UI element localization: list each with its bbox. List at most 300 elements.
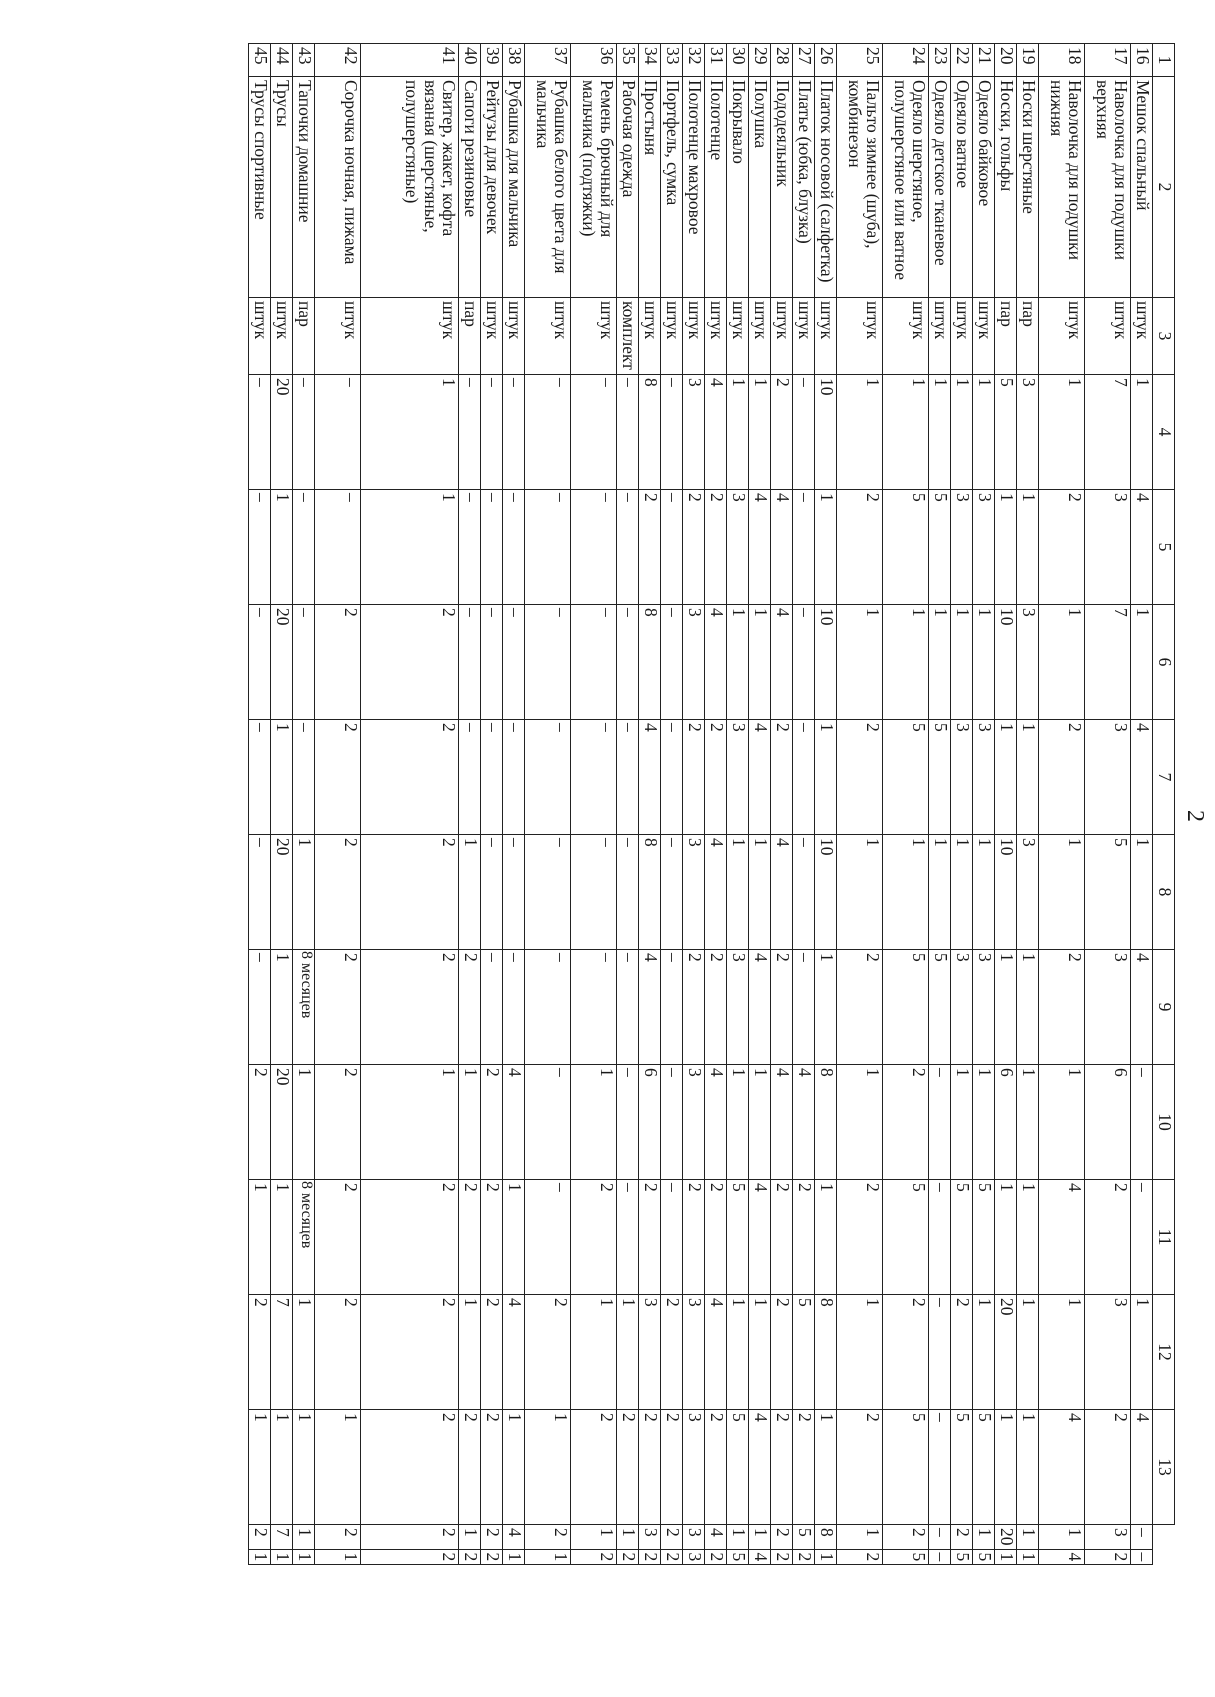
table-row <box>639 44 661 1565</box>
table-row <box>815 44 837 1565</box>
item-name: Трусы спортивные <box>249 77 271 298</box>
value-cell: 4 <box>749 1180 771 1295</box>
value-cell: 1 <box>749 605 771 720</box>
value-cell: 1 <box>973 1065 995 1180</box>
column-header: 2 <box>1153 77 1175 298</box>
value-cell: 8 <box>639 835 661 950</box>
value-cell: 1 <box>503 1180 525 1295</box>
value-cell: 1 <box>361 1065 459 1180</box>
value-cell: 2 <box>617 1549 639 1565</box>
value-cell: 3 <box>1017 605 1039 720</box>
table-row <box>995 44 1017 1565</box>
value-cell: 2 <box>661 1525 683 1550</box>
item-name: Одеяло байковое <box>973 77 995 298</box>
unit-cell: штук <box>315 298 361 375</box>
value-cell: 10 <box>995 605 1017 720</box>
value-cell: 2 <box>315 1065 361 1180</box>
value-cell: 2 <box>249 1295 271 1410</box>
value-cell: 1 <box>1039 1065 1085 1180</box>
value-cell: 1 <box>973 1295 995 1410</box>
value-cell: 2 <box>1039 950 1085 1065</box>
value-cell: 4 <box>749 720 771 835</box>
value-cell: 4 <box>771 835 793 950</box>
value-cell: 4 <box>1131 1410 1153 1525</box>
table-row <box>661 44 683 1565</box>
value-cell: 1 <box>1039 835 1085 950</box>
table-row <box>525 44 571 1565</box>
value-cell: 3 <box>683 1065 705 1180</box>
item-name: Покрывало <box>727 77 749 298</box>
table-row <box>1039 44 1085 1565</box>
rotated-page <box>117 40 1215 1656</box>
value-cell: 1 <box>315 1410 361 1525</box>
value-cell: 2 <box>315 605 361 720</box>
table-header-row <box>1153 44 1175 1565</box>
value-cell: 4 <box>771 490 793 605</box>
value-cell: 3 <box>1017 835 1039 950</box>
row-number: 36 <box>571 44 617 77</box>
value-cell: 1 <box>815 1180 837 1295</box>
table-row <box>1085 44 1131 1565</box>
row-number: 24 <box>883 44 929 77</box>
item-name: Платье (юбка, блузка) <box>793 77 815 298</box>
value-cell: 1 <box>571 1295 617 1410</box>
unit-cell: штук <box>883 298 929 375</box>
value-cell: 1 <box>815 950 837 1065</box>
value-cell: – <box>503 720 525 835</box>
table-row <box>503 44 525 1565</box>
item-name: Сорочка ночная, пижама <box>315 77 361 298</box>
value-cell: 7 <box>271 1295 293 1410</box>
value-cell: 1 <box>727 1525 749 1550</box>
value-cell: – <box>315 375 361 490</box>
item-name: Портфель, сумка <box>661 77 683 298</box>
value-cell: 1 <box>617 1295 639 1410</box>
row-number: 41 <box>361 44 459 77</box>
value-cell: – <box>481 835 503 950</box>
value-cell: 5 <box>727 1180 749 1295</box>
value-cell: – <box>249 375 271 490</box>
value-cell: 6 <box>639 1065 661 1180</box>
value-cell: 1 <box>617 1525 639 1550</box>
value-cell: – <box>661 490 683 605</box>
value-cell: 1 <box>727 1295 749 1410</box>
value-cell: 3 <box>683 1410 705 1525</box>
value-cell: – <box>503 605 525 720</box>
value-cell: 1 <box>459 1295 481 1410</box>
value-cell: 5 <box>883 950 929 1065</box>
row-number: 44 <box>271 44 293 77</box>
value-cell: 1 <box>995 1180 1017 1295</box>
column-header: 5 <box>1153 490 1175 605</box>
row-number: 29 <box>749 44 771 77</box>
row-number: 35 <box>617 44 639 77</box>
value-cell: 1 <box>951 375 973 490</box>
value-cell: – <box>571 605 617 720</box>
unit-cell: штук <box>793 298 815 375</box>
value-cell: 1 <box>271 1410 293 1525</box>
unit-cell: штук <box>973 298 995 375</box>
value-cell: 3 <box>683 1295 705 1410</box>
value-cell: 10 <box>815 375 837 490</box>
item-name: Рубашка для мальчика <box>503 77 525 298</box>
value-cell: – <box>571 835 617 950</box>
value-cell: 1 <box>315 1549 361 1565</box>
value-cell: 2 <box>361 1549 459 1565</box>
value-cell: – <box>481 950 503 1065</box>
value-cell: 1 <box>1017 1410 1039 1525</box>
value-cell: 1 <box>815 1410 837 1525</box>
value-cell: 1 <box>727 835 749 950</box>
value-cell: 2 <box>639 1410 661 1525</box>
value-cell: – <box>525 375 571 490</box>
value-cell: – <box>571 950 617 1065</box>
item-name: Одеяло детское тканевое <box>929 77 951 298</box>
value-cell: 1 <box>749 1065 771 1180</box>
value-cell: 2 <box>705 950 727 1065</box>
value-cell: 5 <box>883 1180 929 1295</box>
value-cell: 1 <box>995 1549 1017 1565</box>
value-cell: 1 <box>1131 605 1153 720</box>
item-name: Носки шерстяные <box>1017 77 1039 298</box>
value-cell: 4 <box>749 1549 771 1565</box>
value-cell: – <box>525 490 571 605</box>
value-cell: 1 <box>929 835 951 950</box>
value-cell: 2 <box>1085 1180 1131 1295</box>
value-cell: 3 <box>639 1525 661 1550</box>
value-cell: 1 <box>459 1525 481 1550</box>
unit-cell: штук <box>749 298 771 375</box>
value-cell: – <box>661 1180 683 1295</box>
item-name: Рейтузы для девочек <box>481 77 503 298</box>
column-header: 12 <box>1153 1295 1175 1410</box>
value-cell: 2 <box>315 950 361 1065</box>
value-cell: 1 <box>973 835 995 950</box>
value-cell: 1 <box>293 1525 315 1550</box>
table-body <box>249 44 1175 1565</box>
row-number: 20 <box>995 44 1017 77</box>
item-name: Тапочки домашние <box>293 77 315 298</box>
value-cell: 2 <box>1039 490 1085 605</box>
value-cell: 2 <box>315 720 361 835</box>
unit-cell: комплект <box>617 298 639 375</box>
value-cell: 2 <box>661 1295 683 1410</box>
value-cell: 3 <box>1085 720 1131 835</box>
value-cell: – <box>793 605 815 720</box>
value-cell: 3 <box>727 720 749 835</box>
value-cell: 4 <box>705 1295 727 1410</box>
value-cell: 2 <box>639 490 661 605</box>
unit-cell: штук <box>571 298 617 375</box>
item-name: Свитер, жакет, кофта вязаная (шерстяные, полушерстяные) <box>361 77 459 298</box>
value-cell: 3 <box>1017 375 1039 490</box>
value-cell: – <box>571 720 617 835</box>
value-cell: 1 <box>837 1525 883 1550</box>
value-cell: 4 <box>705 1525 727 1550</box>
value-cell: – <box>661 1065 683 1180</box>
value-cell: – <box>617 1065 639 1180</box>
value-cell: 2 <box>883 1525 929 1550</box>
value-cell: 1 <box>571 1525 617 1550</box>
value-cell: 1 <box>1039 1525 1085 1550</box>
value-cell: 1 <box>995 490 1017 605</box>
value-cell: 1 <box>837 1065 883 1180</box>
value-cell: 2 <box>771 720 793 835</box>
column-header: 6 <box>1153 605 1175 720</box>
unit-cell: штук <box>249 298 271 375</box>
value-cell: 20 <box>271 1065 293 1180</box>
value-cell: 1 <box>973 375 995 490</box>
value-cell: – <box>929 1065 951 1180</box>
item-name: Одеяло ватное <box>951 77 973 298</box>
value-cell: 1 <box>1039 375 1085 490</box>
value-cell: 5 <box>883 1410 929 1525</box>
value-cell: – <box>929 1295 951 1410</box>
value-cell: 1 <box>525 1549 571 1565</box>
unit-cell: штук <box>1039 298 1085 375</box>
row-number: 32 <box>683 44 705 77</box>
value-cell: 1 <box>837 605 883 720</box>
table-row <box>683 44 705 1565</box>
value-cell: – <box>481 490 503 605</box>
value-cell: 5 <box>951 1410 973 1525</box>
value-cell: 2 <box>837 1180 883 1295</box>
item-name: Одеяло шерстяное, полушерстяное или ватное <box>883 77 929 298</box>
item-name: Трусы <box>271 77 293 298</box>
table-row <box>571 44 617 1565</box>
value-cell: 2 <box>837 1549 883 1565</box>
table-row <box>793 44 815 1565</box>
value-cell: 2 <box>481 1549 503 1565</box>
value-cell: 2 <box>639 1549 661 1565</box>
item-name: Носки, гольфы <box>995 77 1017 298</box>
value-cell: – <box>525 950 571 1065</box>
value-cell: 1 <box>951 605 973 720</box>
value-cell: 2 <box>883 1065 929 1180</box>
value-cell: 6 <box>1085 1065 1131 1180</box>
value-cell: – <box>1131 1180 1153 1295</box>
value-cell: 5 <box>929 490 951 605</box>
value-cell: 4 <box>771 605 793 720</box>
item-name: Платок носовой (салфетка) <box>815 77 837 298</box>
value-cell: 4 <box>771 1065 793 1180</box>
value-cell: 3 <box>727 950 749 1065</box>
value-cell: – <box>571 375 617 490</box>
value-cell: – <box>459 605 481 720</box>
value-cell: – <box>617 375 639 490</box>
value-cell: 8 <box>815 1525 837 1550</box>
table-row <box>315 44 361 1565</box>
value-cell: 3 <box>973 720 995 835</box>
value-cell: 1 <box>837 375 883 490</box>
value-cell: 2 <box>1085 1549 1131 1565</box>
unit-cell: пар <box>1017 298 1039 375</box>
value-cell: 2 <box>249 1525 271 1550</box>
value-cell: 2 <box>525 1525 571 1550</box>
value-cell: 4 <box>749 950 771 1065</box>
value-cell: 1 <box>293 835 315 950</box>
unit-cell: штук <box>525 298 571 375</box>
value-cell: – <box>929 1525 951 1550</box>
value-cell: 5 <box>883 490 929 605</box>
value-cell: – <box>617 490 639 605</box>
value-cell: 2 <box>661 1410 683 1525</box>
value-cell: – <box>293 720 315 835</box>
value-cell: 2 <box>361 835 459 950</box>
value-cell: 4 <box>1039 1549 1085 1565</box>
value-cell: 5 <box>973 1549 995 1565</box>
value-cell: – <box>503 375 525 490</box>
value-cell: 5 <box>995 375 1017 490</box>
value-cell: 4 <box>503 1295 525 1410</box>
value-cell: 2 <box>1039 720 1085 835</box>
value-cell: 1 <box>995 720 1017 835</box>
value-cell: 2 <box>837 490 883 605</box>
value-cell: 1 <box>1017 1549 1039 1565</box>
row-number: 43 <box>293 44 315 77</box>
value-cell: – <box>661 720 683 835</box>
value-cell: 1 <box>815 1549 837 1565</box>
value-cell: 2 <box>705 490 727 605</box>
value-cell: 2 <box>951 1525 973 1550</box>
value-cell: 4 <box>639 720 661 835</box>
value-cell: 8 <box>815 1065 837 1180</box>
value-cell: – <box>617 605 639 720</box>
table-row <box>459 44 481 1565</box>
value-cell: 2 <box>771 1525 793 1550</box>
unit-cell: пар <box>995 298 1017 375</box>
value-cell: 1 <box>249 1180 271 1295</box>
column-header: 8 <box>1153 835 1175 950</box>
row-number: 34 <box>639 44 661 77</box>
unit-cell: штук <box>639 298 661 375</box>
value-cell: – <box>617 1180 639 1295</box>
value-cell: 2 <box>683 950 705 1065</box>
value-cell: 4 <box>503 1525 525 1550</box>
unit-cell: штук <box>815 298 837 375</box>
value-cell: 1 <box>929 605 951 720</box>
row-number: 16 <box>1131 44 1153 77</box>
value-cell: – <box>1131 1549 1153 1565</box>
value-cell: – <box>249 490 271 605</box>
value-cell: 1 <box>1131 375 1153 490</box>
value-cell: 2 <box>705 1549 727 1565</box>
value-cell: 20 <box>995 1525 1017 1550</box>
value-cell: 3 <box>973 950 995 1065</box>
row-number: 40 <box>459 44 481 77</box>
value-cell: – <box>661 375 683 490</box>
value-cell: – <box>249 950 271 1065</box>
value-cell: – <box>661 950 683 1065</box>
item-name: Рубашка белого цвета для мальчика <box>525 77 571 298</box>
value-cell: 1 <box>951 835 973 950</box>
value-cell: 1 <box>995 950 1017 1065</box>
value-cell: 2 <box>639 1180 661 1295</box>
value-cell: – <box>617 950 639 1065</box>
table-row <box>271 44 293 1565</box>
value-cell: 1 <box>271 950 293 1065</box>
value-cell: 2 <box>683 720 705 835</box>
value-cell: 1 <box>571 1065 617 1180</box>
value-cell: 1 <box>271 720 293 835</box>
table-row <box>951 44 973 1565</box>
value-cell: 1 <box>1039 1295 1085 1410</box>
value-cell: 2 <box>661 1549 683 1565</box>
value-cell: 2 <box>361 720 459 835</box>
value-cell: 1 <box>249 1410 271 1525</box>
value-cell: 1 <box>973 1525 995 1550</box>
value-cell: 2 <box>481 1410 503 1525</box>
row-number: 26 <box>815 44 837 77</box>
value-cell: – <box>459 720 481 835</box>
value-cell: 3 <box>683 835 705 950</box>
value-cell: 2 <box>481 1295 503 1410</box>
value-cell: 20 <box>271 835 293 950</box>
value-cell: 2 <box>459 1549 481 1565</box>
value-cell: 5 <box>883 720 929 835</box>
row-number: 22 <box>951 44 973 77</box>
table-row <box>1131 44 1153 1565</box>
value-cell: 10 <box>815 605 837 720</box>
value-cell: 2 <box>793 1180 815 1295</box>
value-cell: 8 <box>815 1295 837 1410</box>
value-cell: 3 <box>1085 950 1131 1065</box>
table-row <box>481 44 503 1565</box>
value-cell: – <box>459 490 481 605</box>
item-name: Мешок спальный <box>1131 77 1153 298</box>
value-cell: 1 <box>749 375 771 490</box>
unit-cell: штук <box>929 298 951 375</box>
value-cell: 3 <box>639 1295 661 1410</box>
value-cell: 20 <box>271 375 293 490</box>
value-cell: 3 <box>683 1525 705 1550</box>
table-row <box>617 44 639 1565</box>
value-cell: 1 <box>271 1180 293 1295</box>
value-cell: 5 <box>883 1549 929 1565</box>
value-cell: 4 <box>749 490 771 605</box>
table-row <box>249 44 271 1565</box>
column-header: 1 <box>1153 44 1175 77</box>
value-cell: 1 <box>995 1410 1017 1525</box>
value-cell: 1 <box>749 1525 771 1550</box>
value-cell: – <box>503 950 525 1065</box>
value-cell: 20 <box>995 1295 1017 1410</box>
column-header: 4 <box>1153 375 1175 490</box>
table-row <box>293 44 315 1565</box>
value-cell: 5 <box>929 950 951 1065</box>
value-cell: 8 <box>639 605 661 720</box>
row-number: 31 <box>705 44 727 77</box>
item-name: Пальто зимнее (шуба), комбинезон <box>837 77 883 298</box>
value-cell: 2 <box>571 1180 617 1295</box>
value-cell: 6 <box>995 1065 1017 1180</box>
unit-cell: штук <box>271 298 293 375</box>
value-cell: – <box>249 835 271 950</box>
value-cell: – <box>525 605 571 720</box>
value-cell: 1 <box>727 375 749 490</box>
value-cell: 1 <box>883 605 929 720</box>
value-cell: 1 <box>1017 720 1039 835</box>
value-cell: 3 <box>683 1549 705 1565</box>
value-cell: 5 <box>727 1410 749 1525</box>
value-cell: 3 <box>683 375 705 490</box>
value-cell: 1 <box>293 1295 315 1410</box>
value-cell: 2 <box>837 1410 883 1525</box>
value-cell: 5 <box>973 1180 995 1295</box>
value-cell: 4 <box>639 950 661 1065</box>
value-cell: 1 <box>459 835 481 950</box>
value-cell: 2 <box>571 1410 617 1525</box>
